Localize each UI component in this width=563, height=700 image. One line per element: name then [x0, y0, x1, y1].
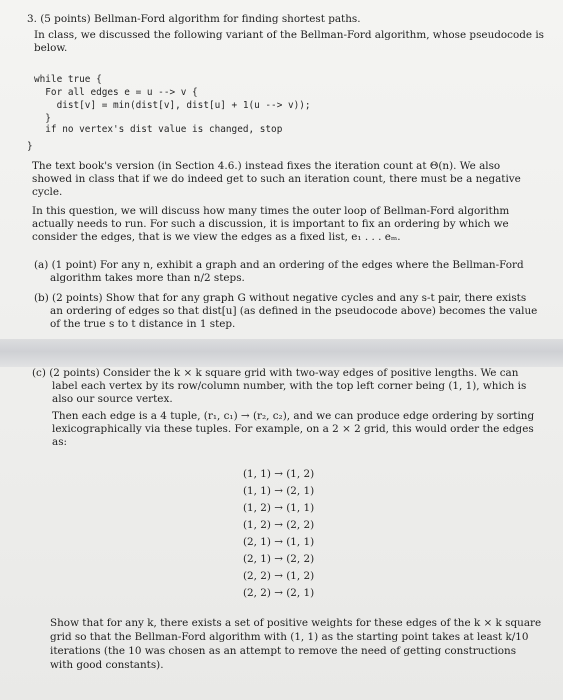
intro-line-1: In class, we discussed the following variant of the Bellman-Ford algorithm, whose pseudocode is — [34, 29, 545, 41]
closing-line-1: Show that for any k, there exists a set of positive weights for these edges of the k × k square — [50, 617, 542, 629]
code-line-3: dist[v] = min(dist[v], dist[u] + 1(u --> v)); — [34, 100, 311, 111]
code-line-2: For all edges e = u --> v { — [34, 87, 198, 98]
closing-line-2: grid so that the Bellman-Ford algorithm with (1, 1) as the starting point takes at least k/10 — [50, 631, 529, 643]
edge-order-item: (2, 2) → (1, 2) — [243, 570, 315, 582]
code-line-5: if no vertex's dist value is changed, stop — [34, 124, 283, 135]
edge-order-item: (2, 1) → (2, 2) — [243, 553, 315, 565]
paragraph2-line-2: actually needs to run. For such a discussion, it is important to fix an ordering by which we — [32, 218, 509, 230]
code-line-1: while true { — [34, 74, 102, 85]
edge-order-item: (1, 2) → (2, 2) — [243, 519, 315, 531]
paragraph1-line-1: The text book's version (in Section 4.6.) instead fixes the iteration count at Θ(n). We also — [32, 160, 501, 172]
code-line-4: } — [34, 113, 51, 124]
part-c-line-4: Then each edge is a 4 tuple, (r₁, c₁) → (r₂, c₂), and we can produce edge ordering by sorting — [52, 410, 535, 422]
part-b-line-3: of the true s to t distance in 1 step. — [50, 318, 236, 330]
closing-line-3: iterations (the 10 was chosen as an attempt to remove the need of getting constructions — [50, 645, 517, 657]
part-b-line-2: an ordering of edges so that dist[u] (as defined in the pseudocode above) becomes the value — [50, 305, 538, 317]
edge-order-item: (1, 1) → (1, 2) — [243, 468, 315, 480]
paragraph1-line-3: cycle. — [32, 186, 63, 198]
paper-fold-shadow — [0, 339, 563, 367]
closing-line-4: with good constants). — [50, 659, 164, 671]
intro-line-2: below. — [34, 42, 68, 54]
part-c-line-6: as: — [52, 436, 68, 448]
part-b-line-1: (b) (2 points) Show that for any graph G without negative cycles and any s-t pair, there exists — [34, 292, 527, 304]
part-c-line-3: also our source vertex. — [52, 393, 173, 405]
paragraph2-line-1: In this question, we will discuss how many times the outer loop of Bellman-Ford algorithm — [32, 205, 510, 217]
problem-heading: 3. (5 points) Bellman-Ford algorithm for finding shortest paths. — [27, 13, 361, 25]
part-c-line-2: label each vertex by its row/column number, with the top left corner being (1, 1), which is — [52, 380, 527, 392]
part-a-line-2: algorithm takes more than n/2 steps. — [50, 272, 245, 284]
edge-order-item: (1, 2) → (1, 1) — [243, 502, 315, 514]
edge-order-item: (2, 1) → (1, 1) — [243, 536, 315, 548]
part-c-line-1: (c) (2 points) Consider the k × k square grid with two-way edges of positive lengths. We can — [32, 367, 519, 379]
part-a-line-1: (a) (1 point) For any n, exhibit a graph and an ordering of the edges where the Bellman-Ford — [34, 259, 524, 271]
part-c-line-5: lexicographically via these tuples. For example, on a 2 × 2 grid, this would order the edges — [52, 423, 534, 435]
paragraph1-line-2: showed in class that if we do indeed get to such an iteration count, there must be a negative — [32, 173, 521, 185]
edge-order-item: (1, 1) → (2, 1) — [243, 485, 315, 497]
code-line-6: } — [27, 141, 33, 152]
paragraph2-line-3: consider the edges, that is we view the edges as a fixed list, e₁ . . . eₘ. — [32, 231, 401, 243]
edge-order-item: (2, 2) → (2, 1) — [243, 587, 315, 599]
